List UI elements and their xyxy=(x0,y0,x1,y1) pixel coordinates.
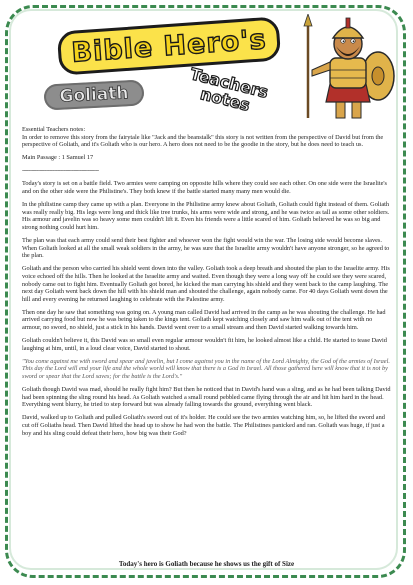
notes-intro-block xyxy=(22,126,392,149)
story-paragraph: Today's story is set on a battle field. Two armies were camping on opposite hills where they could see each other. On one side were the Israelite's and on the other side were the Philistine's. They both knew if the battle started many many men would die. xyxy=(22,180,387,196)
story-paragraph: Then one day he saw that something was going on. A young man called David had arrived in the camp as he was shouting the challenge. He had arrived carrying food but now he was being taken to the kings tent. Goliath kept watching closely and saw him walk out of the tent with no armour, no sword, no shield, just a stick in his hands. David went over to a small stream and then David started walking towards him. xyxy=(22,308,386,331)
story-paragraph: Goliath and the person who carried his shield went down into the valley. Goliath took a deep breath and shouted the plan to the Israelite army. His voice echoed off the hills. Then he looked at the Israelite army and waited. Even though they were a long way off he could see they were scared, nobody came out to fight him. Eventually Goliath got bored, he kicked the man carrying his shield and they went back to the camp laughing. The next day Goliath went back down the hill with his shield man and shouted the challenge, again nobody came. For 40 days Goliath went down the hill and every evening he returned laughing to celebrate with the Palestine army. xyxy=(22,265,390,303)
story-paragraph: Goliath couldn't believe it, this David was so small even regular armour wouldn't fit him, he looked almost like a child. He started to tease David laughing at him, until, in a loud clear voice, David started to shout. xyxy=(22,337,387,352)
footer-summary: Today's hero is Goliath because he shows us the gift of Size xyxy=(118,560,295,568)
divider: ------------------------------------------------ xyxy=(22,167,99,175)
subtitle-badge xyxy=(43,79,144,110)
story-paragraph: In the philistine camp they came up with a plan. Everyone in the Philistine army knew about Goliath, Goliath could fight instead of them. Goliath was really really big. His legs were long and thick like tree trunks, his arms were wide and strong, and he was twice as tall as some other soldiers. His armour and javelin was so heavy some men couldn't lift it. Even his friends were a little scared of him. Goliath believed he was so big and strong nothing could hurt him. xyxy=(22,201,390,231)
david-quote: "You come against me with sword and spear and javelin, but I come against you in the name of the Lord Almighty, the God of the armies of Israel. This day the Lord will end your life and the whole world will know that there is a God in Israel. All those gathered here will know that it is not by sword or spear that the Lord saves; for the battle is the Lord's." xyxy=(22,357,390,380)
story-paragraph: Goliath though David was mad, should he really fight him? But then he noticed that in David's hand was a sling, and as he had been talking David had been spinning the sling round his head. As Goliath watched a small round pebbled came flying through the air and hit him hard in the head. Everything went blurry, he tried to step forward but was already falling towards the ground, everything went black. xyxy=(22,386,391,409)
main-passage: Main Passage : 1 Samuel 17 xyxy=(22,154,94,162)
page-title: Bible Hero's xyxy=(70,23,268,69)
notes-heading: Essential Teachers notes: xyxy=(22,126,86,133)
teachers-notes-body xyxy=(22,126,392,443)
subtitle: Goliath xyxy=(59,83,129,107)
goliath-warrior-illustration-icon xyxy=(300,14,396,122)
teachers-notes-label: Teachers notes xyxy=(188,64,271,115)
story-paragraph: David, walked up to Goliath and pulled Goliath's sword out of it's holder. He could see the two armies watching him, so, he lifted the sword and cut off Goliaths head. Then David lifted the head up to show he had won the battle. The Philistines panicked and ran. Goliath was huge, if just a boy and his sling could defeat their hero, how big was their God? xyxy=(22,414,385,437)
story-paragraph: The plan was that each army could send their best fighter and whoever won the fight would win the war. The losing side would become slaves. When Goliath looked at all the small weak soldiers in the army, he was sure that the Israelite army wouldn't have anyone stronger, so he agreed to the plan. xyxy=(22,237,390,260)
notes-intro: In order to remove this story from the fairytale like "Jack and the beanstalk" this story is not written from the perspective of David but from the perspective of Goliath, and it's Goliath who is our hero. A hero does not need to be the goodie in the story, but he does need to teach us. xyxy=(22,133,384,149)
